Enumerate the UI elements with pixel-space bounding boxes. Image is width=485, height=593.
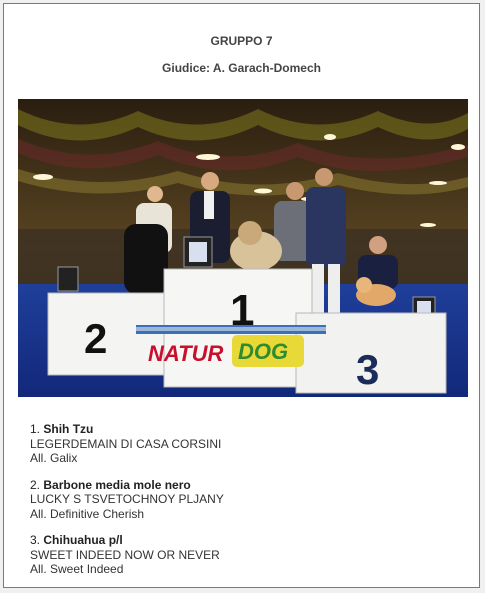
podium-photo <box>18 99 468 397</box>
result-heading <box>30 478 224 493</box>
result-rank: 1. <box>30 422 41 436</box>
podium-number-1: 1 <box>230 286 255 335</box>
dog-name: SWEET INDEED NOW OR NEVER <box>30 547 220 562</box>
dog-name: LEGERDEMAIN DI CASA CORSINI <box>30 436 222 451</box>
page-frame <box>3 3 480 588</box>
result-rank: 2. <box>30 477 41 492</box>
result-entry <box>30 422 224 466</box>
result-heading <box>30 533 224 548</box>
breeder-name: All. Definitive Cherish <box>30 506 145 521</box>
breeder-name: All. Galix <box>30 451 78 465</box>
podium-number-3: 3 <box>356 346 380 393</box>
banner-natur: NATUR <box>148 341 224 366</box>
breed-name: Chihuahua p/l <box>43 533 123 547</box>
result-heading <box>30 422 224 437</box>
group-title: GRUPPO 7 <box>210 34 273 48</box>
judge-name: Giudice: A. Garach-Domech <box>162 61 321 75</box>
breeder-name: All. Sweet Indeed <box>30 562 124 576</box>
breed-name: Barbone media mole nero <box>43 477 191 492</box>
banner-dog: DOG <box>238 339 289 364</box>
result-entry <box>30 478 224 522</box>
results-list <box>30 422 224 589</box>
podium-number-2: 2 <box>84 315 108 362</box>
breed-name: Shih Tzu <box>43 422 94 436</box>
result-entry <box>30 533 224 577</box>
dog-name: LUCKY S TSVETOCHNOY PLJANY <box>30 492 224 506</box>
result-rank: 3. <box>30 533 41 547</box>
